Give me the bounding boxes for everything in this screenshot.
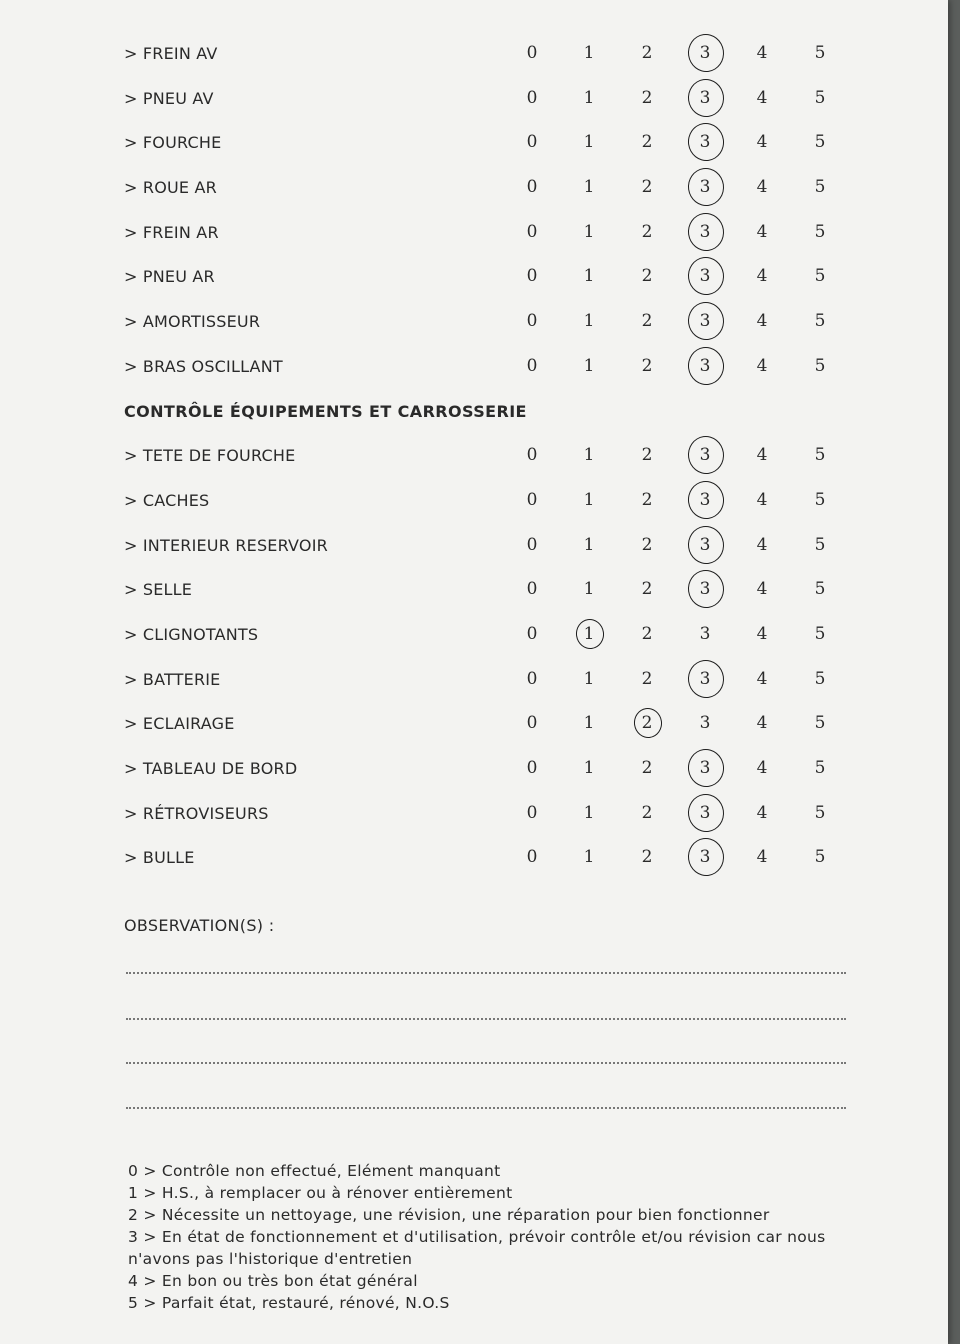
score-3-option[interactable]: 3 [699, 43, 711, 63]
item-label: > FREIN AR [124, 222, 219, 242]
item-label: > ECLAIRAGE [124, 714, 235, 734]
handwritten-circle-mark [574, 617, 606, 651]
handwritten-circle-mark [686, 210, 727, 253]
legend-item-1: 1 > H.S., à remplacer ou à rénover entièrement [128, 1184, 513, 1202]
score-2-option[interactable]: 2 [641, 534, 653, 555]
score-4-option[interactable]: 4 [756, 311, 768, 332]
score-1-option[interactable]: 1 [583, 311, 595, 332]
item-label: > BULLE [124, 848, 195, 868]
handwritten-circle-mark [686, 76, 727, 119]
legend-item-4: 4 > En bon ou très bon état général [128, 1272, 418, 1290]
observation-line[interactable] [126, 1107, 846, 1109]
score-3-option[interactable]: 3 [699, 266, 711, 287]
item-label: > BRAS OSCILLANT [124, 356, 283, 376]
score-3-option[interactable]: 3 [699, 579, 711, 600]
score-2-option[interactable]: 2 [641, 43, 653, 63]
score-0-option[interactable]: 0 [526, 355, 538, 376]
score-5-option[interactable]: 5 [814, 355, 826, 376]
handwritten-circle-mark [686, 568, 727, 611]
handwritten-circle-mark [686, 836, 727, 879]
score-3-option[interactable]: 3 [699, 847, 711, 868]
score-3-option[interactable]: 3 [699, 445, 711, 466]
checklist-row [0, 119, 948, 164]
score-4-option[interactable]: 4 [756, 758, 768, 778]
legend-item-5: 5 > Parfait état, restauré, rénové, N.O.S [128, 1294, 450, 1312]
score-4-option[interactable]: 4 [756, 668, 768, 689]
item-label: > CLIGNOTANTS [124, 624, 259, 644]
item-label: > ROUE AR [124, 178, 217, 198]
score-0-option[interactable]: 0 [526, 534, 538, 555]
score-2-option[interactable]: 2 [641, 623, 653, 644]
score-1-option[interactable]: 1 [583, 847, 595, 868]
score-4-option[interactable]: 4 [756, 847, 768, 868]
score-1-option[interactable]: 1 [583, 623, 595, 644]
item-label: > FOURCHE [124, 133, 222, 153]
handwritten-circle-mark [686, 791, 727, 834]
score-4-option[interactable]: 4 [756, 221, 768, 242]
checklist-row [0, 700, 948, 745]
score-3-option[interactable]: 3 [699, 132, 711, 153]
item-label: > AMORTISSEUR [124, 312, 261, 332]
checklist-row [0, 75, 948, 120]
score-5-option[interactable]: 5 [814, 668, 826, 689]
observation-line[interactable] [126, 1018, 846, 1020]
score-1-option[interactable]: 1 [583, 489, 595, 510]
observation-line[interactable] [126, 1062, 846, 1064]
item-label: > SELLE [124, 580, 193, 600]
score-3-option[interactable]: 3 [699, 668, 711, 689]
score-2-option[interactable]: 2 [641, 445, 653, 466]
score-5-option[interactable]: 5 [814, 623, 826, 644]
checklist-row [0, 298, 948, 343]
score-1-option[interactable]: 1 [583, 758, 595, 778]
section-title: CONTRÔLE ÉQUIPEMENTS ET CARROSSERIE [124, 401, 527, 421]
score-5-option[interactable]: 5 [814, 132, 826, 153]
observation-line[interactable] [126, 972, 846, 974]
checklist-row [0, 611, 948, 656]
checklist-row [0, 745, 948, 790]
score-1-option[interactable]: 1 [583, 668, 595, 689]
checklist-row [0, 343, 948, 388]
score-0-option[interactable]: 0 [526, 802, 538, 823]
score-4-option[interactable]: 4 [756, 623, 768, 644]
checklist-row [0, 477, 948, 522]
handwritten-circle-mark [686, 479, 727, 522]
checklist-row [0, 656, 948, 701]
score-1-option[interactable]: 1 [583, 132, 595, 153]
score-2-option[interactable]: 2 [641, 758, 653, 778]
score-3-option[interactable]: 3 [699, 489, 711, 510]
score-1-option[interactable]: 1 [583, 802, 595, 823]
score-5-option[interactable]: 5 [814, 489, 826, 510]
score-3-option[interactable]: 3 [699, 177, 711, 198]
handwritten-circle-mark [686, 121, 727, 164]
checklist-row [0, 522, 948, 567]
score-2-option[interactable]: 2 [641, 489, 653, 510]
handwritten-circle-mark [686, 344, 727, 387]
legend-item-3: 3 > En état de fonctionnement et d'utilisation, prévoir contrôle et/ou révision car nous n'avons pas l'historique d'entretien [128, 1228, 826, 1268]
score-5-option[interactable]: 5 [814, 221, 826, 242]
score-3-option[interactable]: 3 [699, 623, 711, 644]
score-5-option[interactable]: 5 [814, 802, 826, 823]
score-2-option[interactable]: 2 [641, 847, 653, 868]
handwritten-circle-mark [686, 300, 727, 343]
score-0-option[interactable]: 0 [526, 266, 538, 287]
checklist-row [0, 834, 948, 879]
score-5-option[interactable]: 5 [814, 87, 826, 108]
score-5-option[interactable]: 5 [814, 266, 826, 287]
score-3-option[interactable]: 3 [699, 534, 711, 555]
handwritten-circle-mark [686, 434, 727, 477]
score-5-option[interactable]: 5 [814, 579, 826, 600]
score-5-option[interactable]: 5 [814, 847, 826, 868]
score-4-option[interactable]: 4 [756, 177, 768, 198]
score-2-option[interactable]: 2 [641, 87, 653, 108]
score-2-option[interactable]: 2 [641, 177, 653, 198]
score-5-option[interactable]: 5 [814, 758, 826, 778]
score-4-option[interactable]: 4 [756, 534, 768, 555]
item-label: > CACHES [124, 490, 210, 510]
score-0-option[interactable]: 0 [526, 311, 538, 332]
handwritten-circle-mark [686, 747, 727, 790]
score-3-option[interactable]: 3 [699, 311, 711, 332]
handwritten-circle-mark [686, 32, 727, 75]
score-1-option[interactable]: 1 [583, 221, 595, 242]
item-label: > FREIN AV [124, 44, 218, 63]
rating-legend [128, 1160, 848, 1314]
item-label: > BATTERIE [124, 669, 221, 689]
checklist-row [0, 164, 948, 209]
checklist-row [0, 432, 948, 477]
score-3-option[interactable]: 3 [699, 758, 711, 778]
score-0-option[interactable]: 0 [526, 758, 538, 778]
score-3-option[interactable]: 3 [699, 87, 711, 108]
checklist-row [0, 30, 948, 75]
score-4-option[interactable]: 4 [756, 355, 768, 376]
score-4-option[interactable]: 4 [756, 132, 768, 153]
score-4-option[interactable]: 4 [756, 43, 768, 63]
score-0-option[interactable]: 0 [526, 579, 538, 600]
score-1-option[interactable]: 1 [583, 445, 595, 466]
score-4-option[interactable]: 4 [756, 266, 768, 287]
checklist-row [0, 566, 948, 611]
score-1-option[interactable]: 1 [583, 266, 595, 287]
checklist-row [0, 209, 948, 254]
score-2-option[interactable]: 2 [641, 266, 653, 287]
score-2-option[interactable]: 2 [641, 713, 653, 734]
score-2-option[interactable]: 2 [641, 355, 653, 376]
item-label: > INTERIEUR RESERVOIR [124, 535, 328, 555]
score-3-option[interactable]: 3 [699, 221, 711, 242]
legend-item-0: 0 > Contrôle non effectué, Elément manquant [128, 1162, 501, 1180]
score-2-option[interactable]: 2 [641, 802, 653, 823]
score-4-option[interactable]: 4 [756, 87, 768, 108]
score-1-option[interactable]: 1 [583, 177, 595, 198]
observations-title: OBSERVATION(S) : [124, 916, 275, 935]
score-5-option[interactable]: 5 [814, 43, 826, 63]
score-5-option[interactable]: 5 [814, 177, 826, 198]
score-2-option[interactable]: 2 [641, 132, 653, 153]
checklist-row [0, 253, 948, 298]
score-4-option[interactable]: 4 [756, 445, 768, 466]
score-1-option[interactable]: 1 [583, 355, 595, 376]
score-4-option[interactable]: 4 [756, 579, 768, 600]
score-0-option[interactable]: 0 [526, 177, 538, 198]
score-4-option[interactable]: 4 [756, 713, 768, 734]
score-3-option[interactable]: 3 [699, 802, 711, 823]
checklist [0, 30, 948, 879]
score-3-option[interactable]: 3 [699, 355, 711, 376]
handwritten-circle-mark [686, 657, 727, 700]
checklist-row [0, 790, 948, 835]
score-2-option[interactable]: 2 [641, 311, 653, 332]
score-5-option[interactable]: 5 [814, 534, 826, 555]
score-5-option[interactable]: 5 [814, 445, 826, 466]
item-label: > RÉTROVISEURS [124, 803, 269, 823]
score-0-option[interactable]: 0 [526, 221, 538, 242]
item-label: > PNEU AV [124, 88, 214, 108]
score-0-option[interactable]: 0 [526, 489, 538, 510]
score-4-option[interactable]: 4 [756, 489, 768, 510]
score-0-option[interactable]: 0 [526, 668, 538, 689]
score-0-option[interactable]: 0 [526, 623, 538, 644]
score-3-option[interactable]: 3 [699, 713, 711, 734]
score-5-option[interactable]: 5 [814, 311, 826, 332]
score-4-option[interactable]: 4 [756, 802, 768, 823]
score-1-option[interactable]: 1 [583, 43, 595, 63]
item-label: > TETE DE FOURCHE [124, 446, 296, 466]
score-1-option[interactable]: 1 [583, 713, 595, 734]
score-0-option[interactable]: 0 [526, 132, 538, 153]
handwritten-circle-mark [686, 166, 727, 209]
score-1-option[interactable]: 1 [583, 87, 595, 108]
score-0-option[interactable]: 0 [526, 87, 538, 108]
score-0-option[interactable]: 0 [526, 847, 538, 868]
score-1-option[interactable]: 1 [583, 579, 595, 600]
score-0-option[interactable]: 0 [526, 445, 538, 466]
score-0-option[interactable]: 0 [526, 713, 538, 734]
section-header-row [0, 388, 948, 433]
score-5-option[interactable]: 5 [814, 713, 826, 734]
score-2-option[interactable]: 2 [641, 221, 653, 242]
item-label: > TABLEAU DE BORD [124, 759, 298, 778]
item-label: > PNEU AR [124, 267, 215, 287]
handwritten-circle-mark [686, 523, 727, 566]
score-2-option[interactable]: 2 [641, 579, 653, 600]
legend-item-2: 2 > Nécessite un nettoyage, une révision, une réparation pour bien fonctionner [128, 1206, 770, 1224]
score-0-option[interactable]: 0 [526, 43, 538, 63]
score-2-option[interactable]: 2 [641, 668, 653, 689]
score-1-option[interactable]: 1 [583, 534, 595, 555]
handwritten-circle-mark [686, 255, 727, 298]
handwritten-circle-mark [632, 707, 664, 741]
